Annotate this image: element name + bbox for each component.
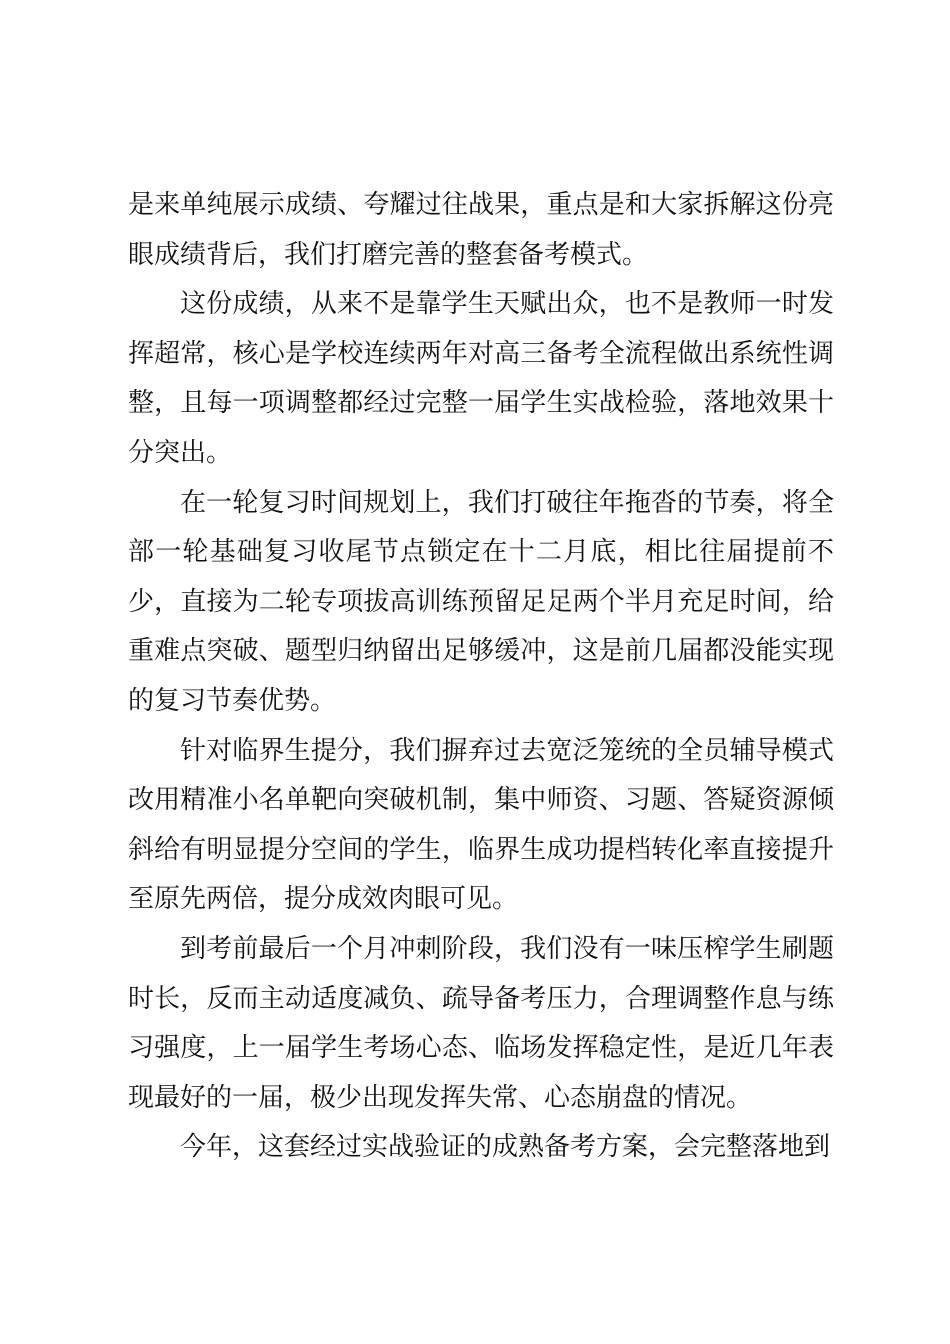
paragraph-results-source: 这份成绩，从来不是靠学生天赋出众，也不是教师一时发挥超常，核心是学校连续两年对高三备考全流程做出系统性调整，且每一项调整都经过完整一届学生实战检验，落地效果十分突出。 (128, 289, 834, 468)
paragraph-continuation: 是来单纯展示成绩、夸耀过往战果，重点是和大家拆解这份亮眼成绩背后，我们打磨完善的整套备考模式。 (128, 190, 834, 270)
document-body (128, 181, 834, 1173)
paragraph-this-year: 今年，这套经过实战验证的成熟备考方案，会完整落地到 (180, 1132, 831, 1163)
paragraph-final-sprint: 到考前最后一个月冲刺阶段，我们没有一味压榨学生刷题时长，反而主动适度减负、疏导备考压力，合理调整作息与练习强度，上一届学生考场心态、临场发挥稳定性，是近几年表现最好的一届，极少出现发挥失常、心态崩盘的情况。 (128, 933, 834, 1113)
paragraph-borderline-students: 针对临界生提分，我们摒弃过去宽泛笼统的全员辅导模式改用精准小名单靶向突破机制，集中师资、习题、答疑资源倾斜给有明显提分空间的学生，临界生成功提档转化率直接提升至原先两倍，提分成效肉眼可见。 (128, 735, 834, 915)
paragraph-review-schedule: 在一轮复习时间规划上，我们打破往年拖沓的节奏，将全部一轮基础复习收尾节点锁定在十二月底，相比往届提前不少，直接为二轮专项拔高训练预留足足两个半月充足时间，给重难点突破、题型归纳留出足够缓冲，这是前几届都没能实现的复习节奏优势。 (128, 487, 834, 716)
